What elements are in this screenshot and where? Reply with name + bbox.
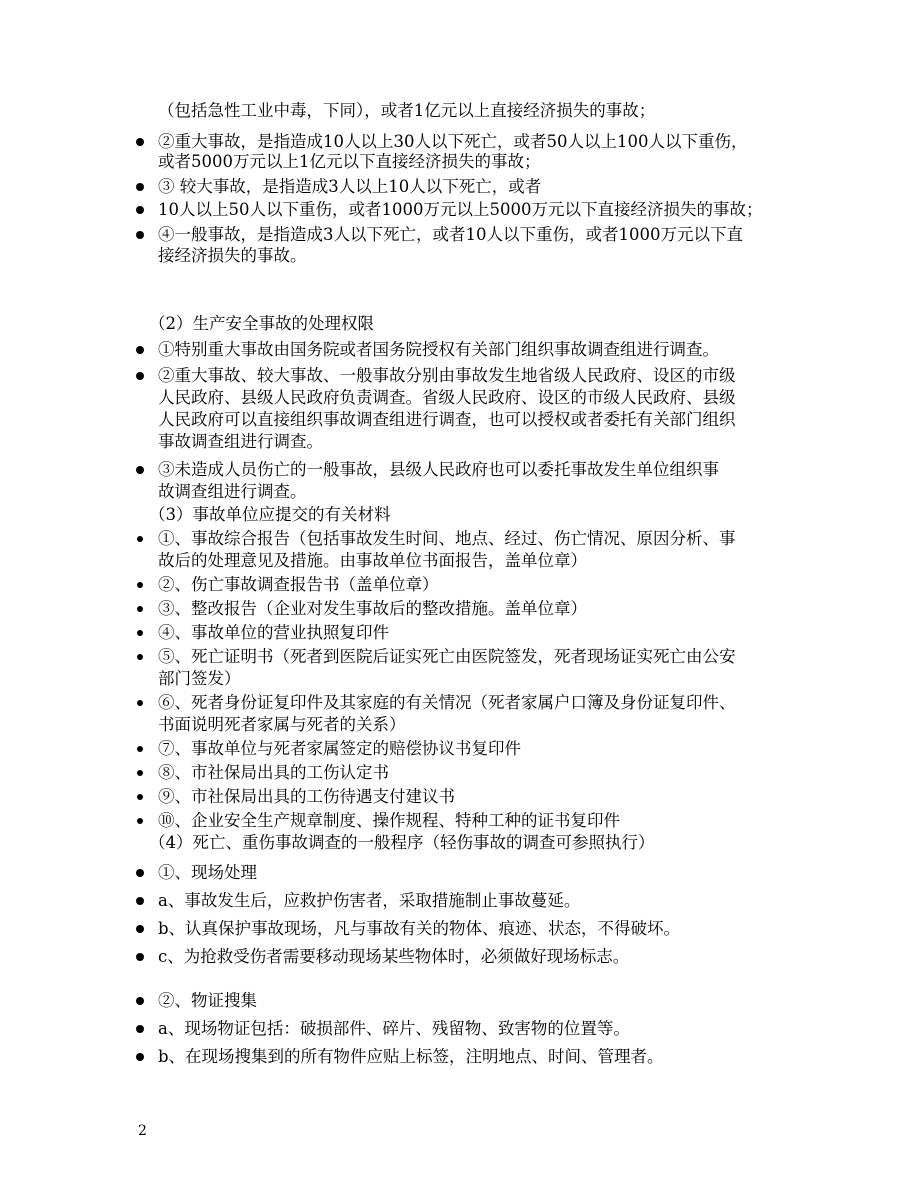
line-text: 接经济损失的事故。 [158, 246, 307, 265]
line-text: 故后的处理意见及措施。由事故单位书面报告，盖单位章） [158, 551, 587, 570]
line-text: ①特别重大事故由国务院或者国务院授权有关部门组织事故调查组进行调查。 [158, 340, 719, 359]
line-text: 书面说明死者家属与死者的关系） [158, 715, 406, 734]
line-text: 事故调查组进行调查。 [158, 432, 323, 451]
bullet-icon [136, 1053, 144, 1061]
line-text: ⑩、企业安全生产规章制度、操作规程、特种工种的证书复印件 [158, 811, 620, 830]
line-text: （2）生产安全事故的处理权限 [149, 314, 374, 333]
bullet-icon [136, 138, 144, 146]
page-number: 2 [138, 1123, 147, 1139]
line-text: ②、伤亡事故调查报告书（盖单位章） [158, 575, 439, 594]
line-text: 或者5000万元以上1亿元以下直接经济损失的事故； [158, 152, 541, 171]
bullet-icon [137, 746, 143, 752]
line-text: 10人以上50人以下重伤，或者1000万元以上5000万元以下直接经济损失的事故； [158, 200, 763, 219]
bullet-icon [137, 794, 143, 800]
bullet-icon [137, 630, 143, 636]
bullet-icon [136, 869, 144, 877]
line-text: ①、事故综合报告（包括事故发生时间、地点、经过、伤亡情况、原因分析、事 [158, 529, 736, 548]
bullet-icon [136, 1025, 144, 1033]
bullet-icon [137, 700, 143, 706]
line-text: ⑤、死亡证明书（死者到医院后证实死亡由医院签发，死者现场证实死亡由公安 [158, 647, 736, 666]
line-text: （包括急性工业中毒，下同），或者1亿元以上直接经济损失的事故； [158, 101, 656, 120]
line-text: ②重大事故、较大事故、一般事故分别由事故发生地省级人民政府、设区的市级 [158, 366, 736, 385]
bullet-icon [137, 654, 143, 660]
line-text: 部门签发） [158, 669, 241, 688]
line-text: ⑨、市社保局出具的工伤待遇支付建议书 [158, 787, 455, 806]
bullet-icon [136, 206, 144, 214]
bullet-icon [137, 770, 143, 776]
bullet-icon [136, 346, 144, 354]
bullet-icon [136, 231, 144, 239]
line-text: 人民政府可以直接组织事故调查组进行调查，也可以授权或者委托有关部门组织 [158, 410, 736, 429]
bullet-icon [136, 925, 144, 933]
bullet-icon [136, 997, 144, 1005]
line-text: ④一般事故，是指造成3人以下死亡，或者10人以下重伤，或者1000万元以下直 [158, 225, 743, 244]
bullet-icon [136, 372, 144, 380]
line-text: a、事故发生后，应救护伤害者，采取措施制止事故蔓延。 [158, 891, 581, 910]
bullet-icon [137, 582, 143, 588]
line-text: 故调查组进行调查。 [158, 482, 307, 501]
bullet-icon [136, 466, 144, 474]
line-text: 人民政府、县级人民政府负责调查。省级人民政府、设区的市级人民政府、县级 [158, 388, 736, 407]
line-text: ①、现场处理 [158, 863, 257, 882]
line-text: b、认真保护事故现场，凡与事故有关的物体、痕迹、状态，不得破坏。 [158, 919, 681, 938]
bullet-icon [136, 953, 144, 961]
bullet-icon [136, 897, 144, 905]
line-text: ②、物证搜集 [158, 991, 257, 1010]
line-text: c、为抢救受伤者需要移动现场某些物体时，必须做好现场标志。 [158, 947, 630, 966]
line-text: ③、整改报告（企业对发生事故后的整改措施。盖单位章） [158, 599, 587, 618]
bullet-icon [137, 818, 143, 824]
bullet-icon [137, 536, 143, 542]
line-text: b、在现场搜集到的所有物件应贴上标签，注明地点、时间、管理者。 [158, 1047, 664, 1066]
line-text: ③ 较大事故，是指造成3人以上10人以下死亡，或者 [158, 177, 542, 196]
bullet-icon [137, 606, 143, 612]
line-text: （3）事故单位应提交的有关材料 [149, 505, 391, 524]
line-text: ⑥、死者身份证复印件及其家庭的有关情况（死者家属户口簿及身份证复印件、 [158, 693, 736, 712]
line-text: （4）死亡、重伤事故调查的一般程序（轻伤事故的调查可参照执行） [149, 833, 655, 852]
line-text: a、现场物证包括：破损部件、碎片、残留物、致害物的位置等。 [158, 1019, 630, 1038]
bullet-icon [136, 183, 144, 191]
line-text: ⑧、市社保局出具的工伤认定书 [158, 763, 389, 782]
line-text: ④、事故单位的营业执照复印件 [158, 623, 389, 642]
line-text: ③未造成人员伤亡的一般事故，县级人民政府也可以委托事故发生单位组织事 [158, 460, 719, 479]
line-text: ⑦、事故单位与死者家属签定的赔偿协议书复印件 [158, 739, 521, 758]
line-text: ②重大事故，是指造成10人以上30人以下死亡，或者50人以上100人以下重伤， [158, 132, 748, 151]
